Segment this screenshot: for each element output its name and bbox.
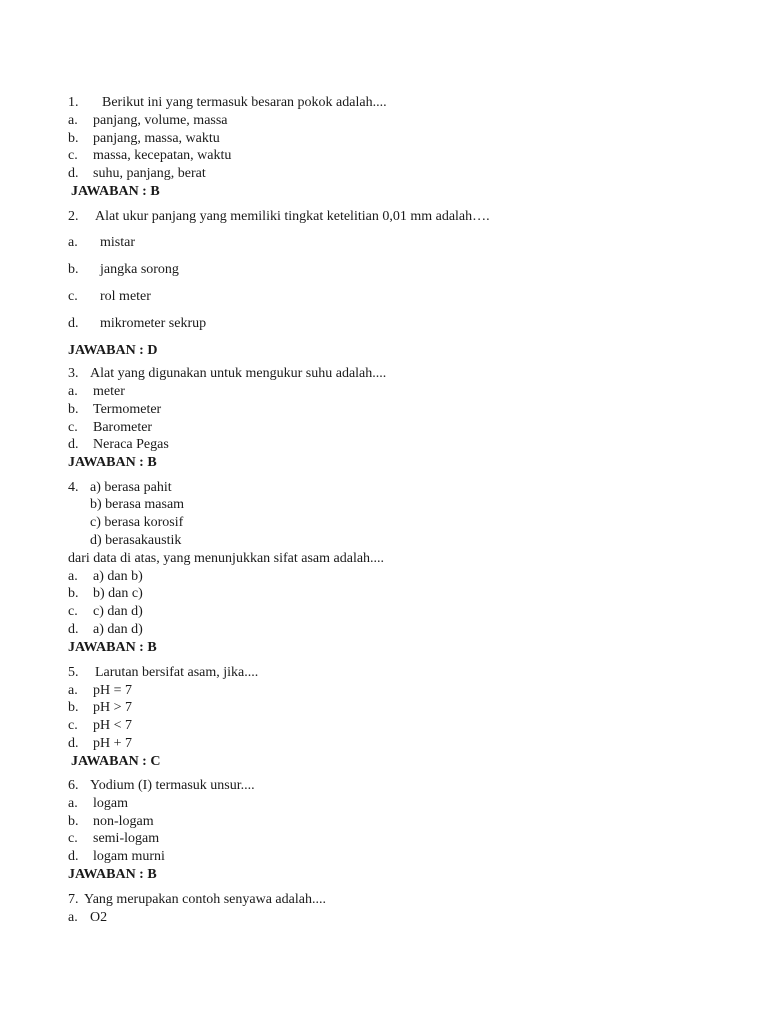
question-number: 1. xyxy=(68,95,79,110)
option-text: logam murni xyxy=(93,849,165,864)
question-number: 5. xyxy=(68,665,79,680)
option-text: logam xyxy=(93,796,128,811)
option-text: mikrometer sekrup xyxy=(100,316,207,331)
option-text: meter xyxy=(93,384,125,399)
option-letter: c. xyxy=(68,604,78,619)
answer-4: JAWABAN : B xyxy=(68,640,157,655)
option-letter: b. xyxy=(68,814,79,829)
option-text: rol meter xyxy=(100,289,151,304)
option-text: jangka sorong xyxy=(100,262,179,277)
option-letter: a. xyxy=(68,569,78,584)
question-number: 3. xyxy=(68,366,79,381)
option-letter: b. xyxy=(68,700,79,715)
answer-1: JAWABAN : B xyxy=(71,184,160,199)
option-letter: a. xyxy=(68,910,78,925)
question-text: Berikut ini yang termasuk besaran pokok adalah.... xyxy=(102,95,387,110)
option-letter: d. xyxy=(68,166,79,181)
option-letter: a. xyxy=(68,796,78,811)
question-text: Yodium (I) termasuk unsur.... xyxy=(90,778,255,793)
data-item-a: a) berasa pahit xyxy=(90,480,172,495)
option-letter: a. xyxy=(68,113,78,128)
option-text: pH = 7 xyxy=(93,683,133,698)
data-item-b: b) berasa masam xyxy=(90,497,185,512)
option-letter: c. xyxy=(68,289,78,304)
option-text: b) dan c) xyxy=(93,586,143,601)
option-text: massa, kecepatan, waktu xyxy=(93,148,232,163)
option-letter: d. xyxy=(68,437,79,452)
option-letter: d. xyxy=(68,849,79,864)
option-letter: b. xyxy=(68,586,79,601)
option-letter: d. xyxy=(68,622,79,637)
option-letter: d. xyxy=(68,736,79,751)
data-item-c: c) berasa korosif xyxy=(90,515,184,530)
question-number: 4. xyxy=(68,480,79,495)
data-item-d: d) berasakaustik xyxy=(90,533,182,548)
option-letter: a. xyxy=(68,235,78,250)
option-text: pH < 7 xyxy=(93,718,133,733)
question-text: Alat ukur panjang yang memiliki tingkat ketelitian 0,01 mm adalah…. xyxy=(95,209,490,224)
option-letter: c. xyxy=(68,831,78,846)
option-text: Barometer xyxy=(93,420,153,435)
option-letter: c. xyxy=(68,718,78,733)
option-text: Neraca Pegas xyxy=(93,437,169,452)
option-text: panjang, massa, waktu xyxy=(93,131,220,146)
option-letter: b. xyxy=(68,402,79,417)
option-letter: a. xyxy=(68,683,78,698)
option-text: pH > 7 xyxy=(93,700,133,715)
option-letter: d. xyxy=(68,316,79,331)
answer-6: JAWABAN : B xyxy=(68,867,157,882)
option-text: suhu, panjang, berat xyxy=(93,166,206,181)
question-number: 2. xyxy=(68,209,79,224)
option-letter: b. xyxy=(68,131,79,146)
option-letter: a. xyxy=(68,384,78,399)
answer-2: JAWABAN : D xyxy=(68,343,158,358)
question-text: Alat yang digunakan untuk mengukur suhu adalah.... xyxy=(90,366,387,381)
question-text: Larutan bersifat asam, jika.... xyxy=(95,665,259,680)
answer-3: JAWABAN : B xyxy=(68,455,157,470)
option-letter: c. xyxy=(68,148,78,163)
question-number: 6. xyxy=(68,778,79,793)
option-text: O2 xyxy=(90,910,108,925)
question-number: 7. xyxy=(68,892,79,907)
option-text: semi-logam xyxy=(93,831,160,846)
option-letter: b. xyxy=(68,262,79,277)
answer-5: JAWABAN : C xyxy=(71,754,161,769)
option-text: a) dan d) xyxy=(93,622,143,637)
question-text: dari data di atas, yang menunjukkan sifat asam adalah.... xyxy=(68,551,385,566)
option-letter: c. xyxy=(68,420,78,435)
option-text: panjang, volume, massa xyxy=(93,113,228,128)
option-text: non-logam xyxy=(93,814,154,829)
option-text: mistar xyxy=(100,235,135,250)
question-text: Yang merupakan contoh senyawa adalah.... xyxy=(84,892,326,907)
option-text: a) dan b) xyxy=(93,569,143,584)
option-text: pH + 7 xyxy=(93,736,133,751)
option-text: Termometer xyxy=(93,402,162,417)
option-text: c) dan d) xyxy=(93,604,143,619)
